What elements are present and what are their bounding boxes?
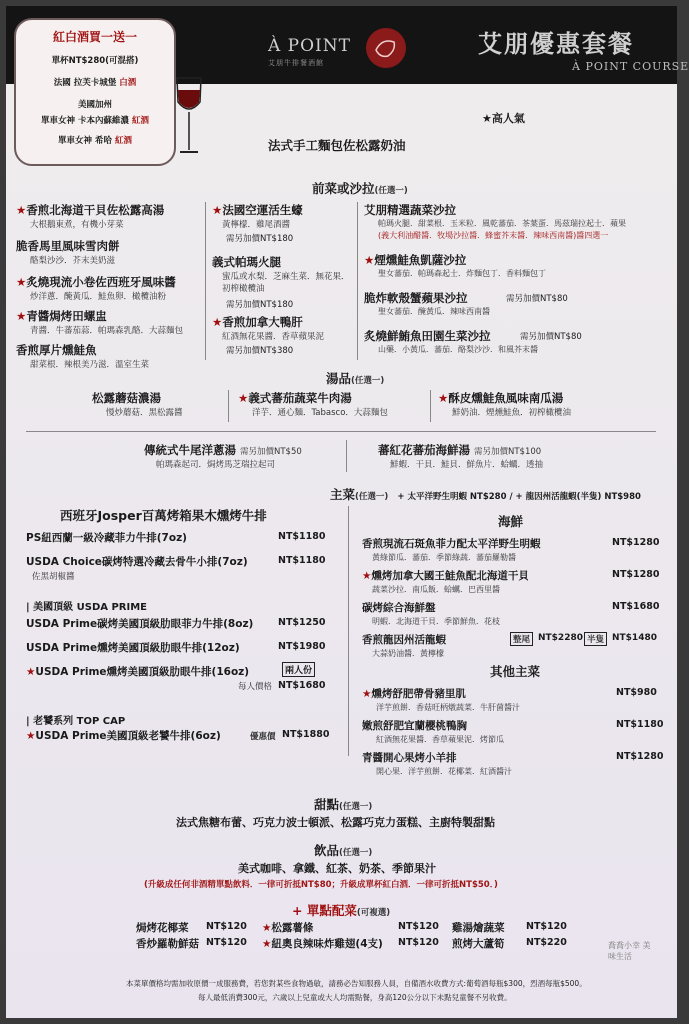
dish-name: 義式帕瑪火腿 (212, 255, 281, 269)
star-icon: ★ (364, 253, 375, 267)
dish-name: 煎烤大蘆筍 (452, 938, 505, 950)
menu-item-price: 需另加價NT$180 (226, 234, 294, 244)
divider (228, 390, 229, 422)
discount-badge: 優惠價 (250, 732, 276, 742)
menu-item-desc: 明蝦．北海道干貝．季節鮮魚．花枝 (372, 617, 500, 626)
star-icon: ★ (16, 275, 27, 289)
dish-name: 脆香馬里風味雪肉餅 (16, 239, 120, 253)
star-icon: ★ (212, 315, 223, 329)
menu-sheet (6, 6, 689, 1018)
soups-heading: 湯品(任選一) (326, 371, 385, 386)
dish-name: USDA Prime燻烤美國頂級肋眼牛排(12oz) (26, 642, 240, 654)
dish-name: USDA Prime美國頂級老饕牛排(6oz) (35, 730, 221, 742)
serves-two-badge: 兩人份 (282, 662, 315, 677)
menu-item-desc: 蜜瓜或水梨．芝麻生菜．無花果．初榨橄欖油 (222, 272, 350, 294)
menu-item-desc: 紅酒無花果醬．香草蘋果泥．烤節瓜 (376, 735, 504, 744)
menu-item-price: NT$220 (526, 937, 567, 948)
menu-item-price: NT$120 (398, 937, 439, 948)
dish-name: USDA Prime燻烤美國頂級肋眼牛排(16oz) (35, 666, 250, 678)
menu-item-price: NT$1280 (616, 751, 664, 762)
dish-name: 香炒羅勒鮮菇 (136, 938, 199, 950)
menu-item-name (362, 750, 457, 765)
dish-name: 酥皮燻鮭魚風味南瓜湯 (448, 391, 564, 405)
dish-name: 嫩煎舒肥宜蘭櫻桃鴨胸 (362, 720, 467, 732)
menu-item-desc: 黃綠節瓜．蕃茄．季節綠蔬．蕃茄羅勒醬 (372, 553, 516, 562)
menu-item-name (212, 202, 303, 218)
star-icon: ★ (16, 203, 27, 217)
menu-item-name (16, 342, 97, 358)
brand-subtitle: 艾朋牛排餐酒館 (268, 59, 324, 67)
dish-name: 焗烤花椰菜 (136, 922, 189, 934)
mains-heading: 主菜(任選一) + 太平洋野生明蝦 NT$280 / + 龍因州活龍蝦(半隻) NT$980 (330, 487, 641, 502)
star-icon: ★ (16, 309, 27, 323)
promo-wine-1: 法國 拉芙卡城堡 白酒 (53, 78, 137, 88)
star-icon: ★ (238, 391, 249, 405)
menu-item-desc: 慢炒蘑菇．黑松露醬 (106, 408, 183, 418)
promo-title: 紅白酒買一送一 (52, 30, 137, 44)
menu-item-name (362, 536, 541, 551)
menu-item-price: 需另加價NT$380 (226, 346, 294, 356)
dish-name: 香煎加拿大鴨肝 (222, 315, 303, 329)
divider (357, 202, 358, 360)
dish-name: 燻烤加拿大國王鮭魚配北海道干貝 (371, 570, 529, 582)
half-lobster-badge: 半隻 (584, 632, 607, 646)
menu-item-price: NT$1250 (278, 617, 326, 628)
menu-item-desc: 鮮蝦．干貝．鮭貝．鮮魚片．蛤蠣．透抽 (390, 460, 544, 470)
course-title: 艾朋優惠套餐 (478, 30, 634, 58)
menu-item-name (362, 718, 467, 733)
menu-item-price: NT$1680 (612, 601, 660, 612)
dish-name: 脆炸軟殼蟹蘋果沙拉 (364, 291, 468, 305)
wine-glass-icon (174, 76, 204, 160)
menu-item-price: NT$2280 (538, 633, 583, 643)
menu-item-name (362, 568, 529, 583)
prime-section-title: | 美國頂級 USDA PRIME (26, 602, 147, 613)
menu-item-desc: 紅酒無花果醬．香草蘋果泥 (222, 332, 325, 342)
menu-item-name (262, 920, 313, 935)
menu-item-name (212, 314, 303, 330)
promo-origin: 美國加州 (77, 100, 112, 110)
dish-name: 紐奧良辣味炸雞翅(4支) (271, 938, 383, 950)
menu-item-price: NT$1480 (612, 633, 657, 643)
drinks-heading: 飲品(任選一) (314, 843, 373, 858)
mains-addon: + 太平洋野生明蝦 NT$280 / + 龍因州活龍蝦(半隻) NT$980 (397, 492, 641, 502)
dish-name: PS紐西蘭一級冷藏菲力牛排(7oz) (26, 532, 187, 544)
menu-item-name (364, 202, 456, 218)
menu-item-name (452, 936, 505, 951)
star-icon: ★ (26, 730, 36, 742)
menu-item-name (26, 554, 248, 569)
menu-item-name (238, 390, 352, 406)
dish-name: 煙燻鮭魚凱薩沙拉 (374, 253, 467, 267)
dish-name: 香煎現流石斑魚菲力配太平洋野生明蝦 (362, 538, 541, 550)
menu-item-price: NT$980 (616, 687, 657, 698)
bread-line: 法式手工麵包佐松露奶油 (268, 138, 406, 153)
menu-item-name (16, 308, 107, 324)
menu-item-desc: 酪梨沙沙．芥末美奶滋 (30, 256, 116, 266)
menu-item-name (16, 274, 176, 290)
menu-item-name (26, 530, 187, 545)
menu-item-price: 需另加價NT$180 (226, 300, 294, 310)
brand-logo-icon (366, 28, 406, 68)
menu-item-price: NT$1980 (278, 641, 326, 652)
menu-item-price: NT$1180 (278, 531, 326, 542)
menu-item-desc: 聖女蕃茄．醃黃瓜．辣味西南醬 (378, 307, 490, 316)
dish-name: 香煎北海道干貝佐松露高湯 (26, 203, 165, 217)
divider (348, 506, 349, 756)
dessert-items: 法式焦糖布蕾、巧克力波士頓派、松露巧克力蛋糕、主廚特製甜點 (176, 816, 495, 829)
menu-item-name (92, 390, 161, 406)
dish-name: 青醬焗烤田螺盅 (26, 309, 107, 323)
dish-name: 燻烤舒肥帶骨豬里肌 (371, 688, 466, 700)
menu-item-desc: 黃檸檬．雞尾酒醬 (222, 220, 291, 230)
menu-item-price: 需另加價NT$50 (240, 447, 302, 457)
menu-item-price: 需另加價NT$80 (520, 332, 582, 342)
menu-item-name (378, 442, 541, 458)
menu-item-name (212, 254, 281, 270)
menu-item-desc: 佐黑胡椒醬 (32, 572, 75, 582)
dish-name: 松露薯條 (271, 922, 314, 934)
menu-item-name (26, 616, 253, 631)
menu-item-desc: 甜菜根．辣根美乃滋．溫室生菜 (30, 360, 150, 370)
dish-name: 青醬開心果烤小羊排 (362, 752, 457, 764)
star-icon: ★ (262, 922, 272, 934)
menu-item-name (364, 290, 468, 306)
divider (346, 440, 347, 472)
dish-name: 炙燒現流小卷佐西班牙風味醬 (26, 275, 176, 289)
menu-item-desc: 青醬．牛蕃茄蒜．帕瑪森乳酪．大蒜麵包 (30, 326, 184, 336)
menu-item-desc: 炒洋蔥．醃黃瓜．鮭魚卵．橄欖油粉 (30, 292, 167, 302)
menu-item-desc: 每人價格 (238, 682, 273, 692)
other-mains-title: 其他主菜 (490, 664, 541, 679)
menu-item-price: NT$1680 (278, 680, 326, 691)
dessert-heading: 甜點(任選一) (314, 797, 373, 812)
sides-heading: + 單點配菜(可複選) (292, 903, 391, 918)
menu-item-name (26, 664, 249, 679)
whole-lobster-badge: 整尾 (510, 632, 533, 646)
dish-name: 炙燒鮮鮪魚田園生菜沙拉 (364, 329, 491, 343)
menu-item-desc: 鮮奶油．煙燻鮭魚．初榨橄欖油 (452, 408, 572, 418)
menu-item-name (136, 920, 189, 935)
menu-item-price: NT$1280 (612, 569, 660, 580)
menu-item-desc: 山藥．小黃瓜．蕃茄．酪梨沙沙．和風芥末醬 (378, 345, 538, 354)
menu-item-price: NT$120 (398, 921, 439, 932)
menu-item-desc: 大蒜奶油醬．黃檸檬 (372, 649, 444, 658)
popular-legend: ★高人氣 (482, 112, 525, 125)
menu-item-desc: 洋芋．通心麵．Tabasco．大蒜麵包 (252, 408, 388, 418)
dish-name: 碳烤綜合海鮮盤 (362, 602, 436, 614)
dish-name: 傳統式牛尾洋蔥湯 (144, 443, 236, 457)
dish-name: USDA Prime碳烤美國頂級肋眼菲力牛排(8oz) (26, 618, 254, 630)
steak-section-title: 西班牙Josper百萬烤箱果木燻烤牛排 (60, 508, 267, 523)
watermark: 喬喬小幸 美味生活 (608, 941, 651, 961)
menu-item-desc: 大根鵝東煮，有機小芽菜 (30, 220, 124, 230)
menu-item-desc: 洋芋煎餅．香菇旺柄燉蔬菜．牛肝菌醬汁 (376, 703, 520, 712)
menu-item-note: (義大利油醋醬．牧場沙拉醬．蜂蜜芥末醬．辣味西南醬)醬四選一 (378, 231, 609, 240)
star-icon: ★ (438, 391, 449, 405)
menu-item-name (26, 640, 240, 655)
dish-name: 法國空運活生蠔 (222, 203, 303, 217)
divider (205, 202, 206, 360)
menu-item-desc: 聖女蕃茄．帕瑪森起士．炸麵包丁．香料麵包丁 (378, 269, 546, 278)
star-icon: ★ (362, 688, 372, 700)
menu-item-name (16, 202, 164, 218)
menu-item-price: 需另加價NT$80 (506, 294, 568, 304)
starters-heading: 前菜或沙拉(任選一) (312, 181, 408, 196)
menu-item-name (262, 936, 383, 951)
star-icon: ★ (26, 666, 36, 678)
dish-name: 香煎厚片燻鮭魚 (16, 343, 97, 357)
footer-line-2: 每人最低消費300元，六歲以上兒童或大人均需點餐，身高120公分以下未點兒童餐不另收費。 (198, 993, 512, 1002)
wine-promo-card (14, 18, 176, 166)
menu-item-name (136, 936, 199, 951)
divider (26, 431, 656, 432)
menu-item-desc: 開心果．洋芋煎餅．花椰菜．紅酒醬汁 (376, 767, 512, 776)
menu-item-price: NT$1180 (616, 719, 664, 730)
brand-name: À POINT (268, 36, 351, 56)
menu-item-price: NT$120 (526, 921, 567, 932)
dish-name: 雞湯燴蔬菜 (452, 922, 505, 934)
promo-price: 單杯NT$280(可混搭) (51, 56, 139, 66)
menu-item-desc: 蔬菜沙拉．南瓜飯．蛤蠣．巴西里醬 (372, 585, 500, 594)
course-subtitle: À POINT COURSE (572, 60, 689, 73)
menu-item-price: NT$1180 (278, 555, 326, 566)
footer-line-1: 本菜單價格均需加收原價一成服務費，若您對某些食物過敏，請務必告知服務人員，自備酒水收費方式:葡萄酒每瓶$300，烈酒每瓶$500。 (126, 979, 587, 988)
drinks-items: 美式咖啡、拿鐵、紅茶、奶茶、季節果汁 (238, 862, 436, 875)
topcap-section-title: | 老饕系列 TOP CAP (26, 716, 126, 727)
promo-wine-2: 單車女神 卡本內蘇維濃 紅酒 (41, 116, 149, 126)
menu-item-name (16, 238, 120, 254)
menu-item-name (438, 390, 563, 406)
menu-item-price: NT$120 (206, 937, 247, 948)
dish-name: 香煎龍因州活龍蝦 (362, 634, 446, 646)
menu-item-name (364, 328, 491, 344)
menu-item-name (362, 686, 466, 701)
promo-wine-3: 單車女神 希哈 紅酒 (58, 136, 132, 146)
menu-item-price: NT$120 (206, 921, 247, 932)
dish-name: 義式蕃茄蔬菜牛肉湯 (248, 391, 352, 405)
dish-name: 艾朋精選蔬菜沙拉 (364, 203, 456, 217)
star-icon: ★ (362, 570, 372, 582)
menu-item-name (452, 920, 505, 935)
menu-item-name (26, 728, 221, 743)
seafood-section-title: 海鮮 (498, 514, 524, 529)
menu-item-price: 需另加價NT$100 (474, 447, 542, 457)
star-icon: ★ (212, 203, 223, 217)
menu-item-desc: 帕瑪火腿．甜菜根．玉米粒．風乾蕃茄．茶葉蛋．馬茲瑞拉起士．蘋果 (378, 219, 626, 228)
dish-name: 蕃紅花蕃茄海鮮湯 (378, 443, 470, 457)
menu-item-price: NT$1280 (612, 537, 660, 548)
menu-item-name (364, 252, 466, 268)
menu-item-desc: 帕瑪森起司．焗烤馬芝瑞拉起司 (156, 460, 276, 470)
star-icon: ★ (262, 938, 272, 950)
drinks-upgrade-note: (升級成任何非酒精單點飲料．一律可折抵NT$80；升級成單杯紅白酒．一律可折抵NT$50．) (144, 880, 498, 890)
dish-name: USDA Choice碳烤特選冷藏去骨牛小排(7oz) (26, 556, 248, 568)
divider (430, 390, 431, 422)
menu-item-price: NT$1880 (282, 729, 330, 740)
menu-item-name (362, 632, 446, 647)
menu-item-name (144, 442, 302, 458)
menu-item-name (362, 600, 436, 615)
dish-name: 松露蘑菇濃湯 (92, 391, 161, 405)
